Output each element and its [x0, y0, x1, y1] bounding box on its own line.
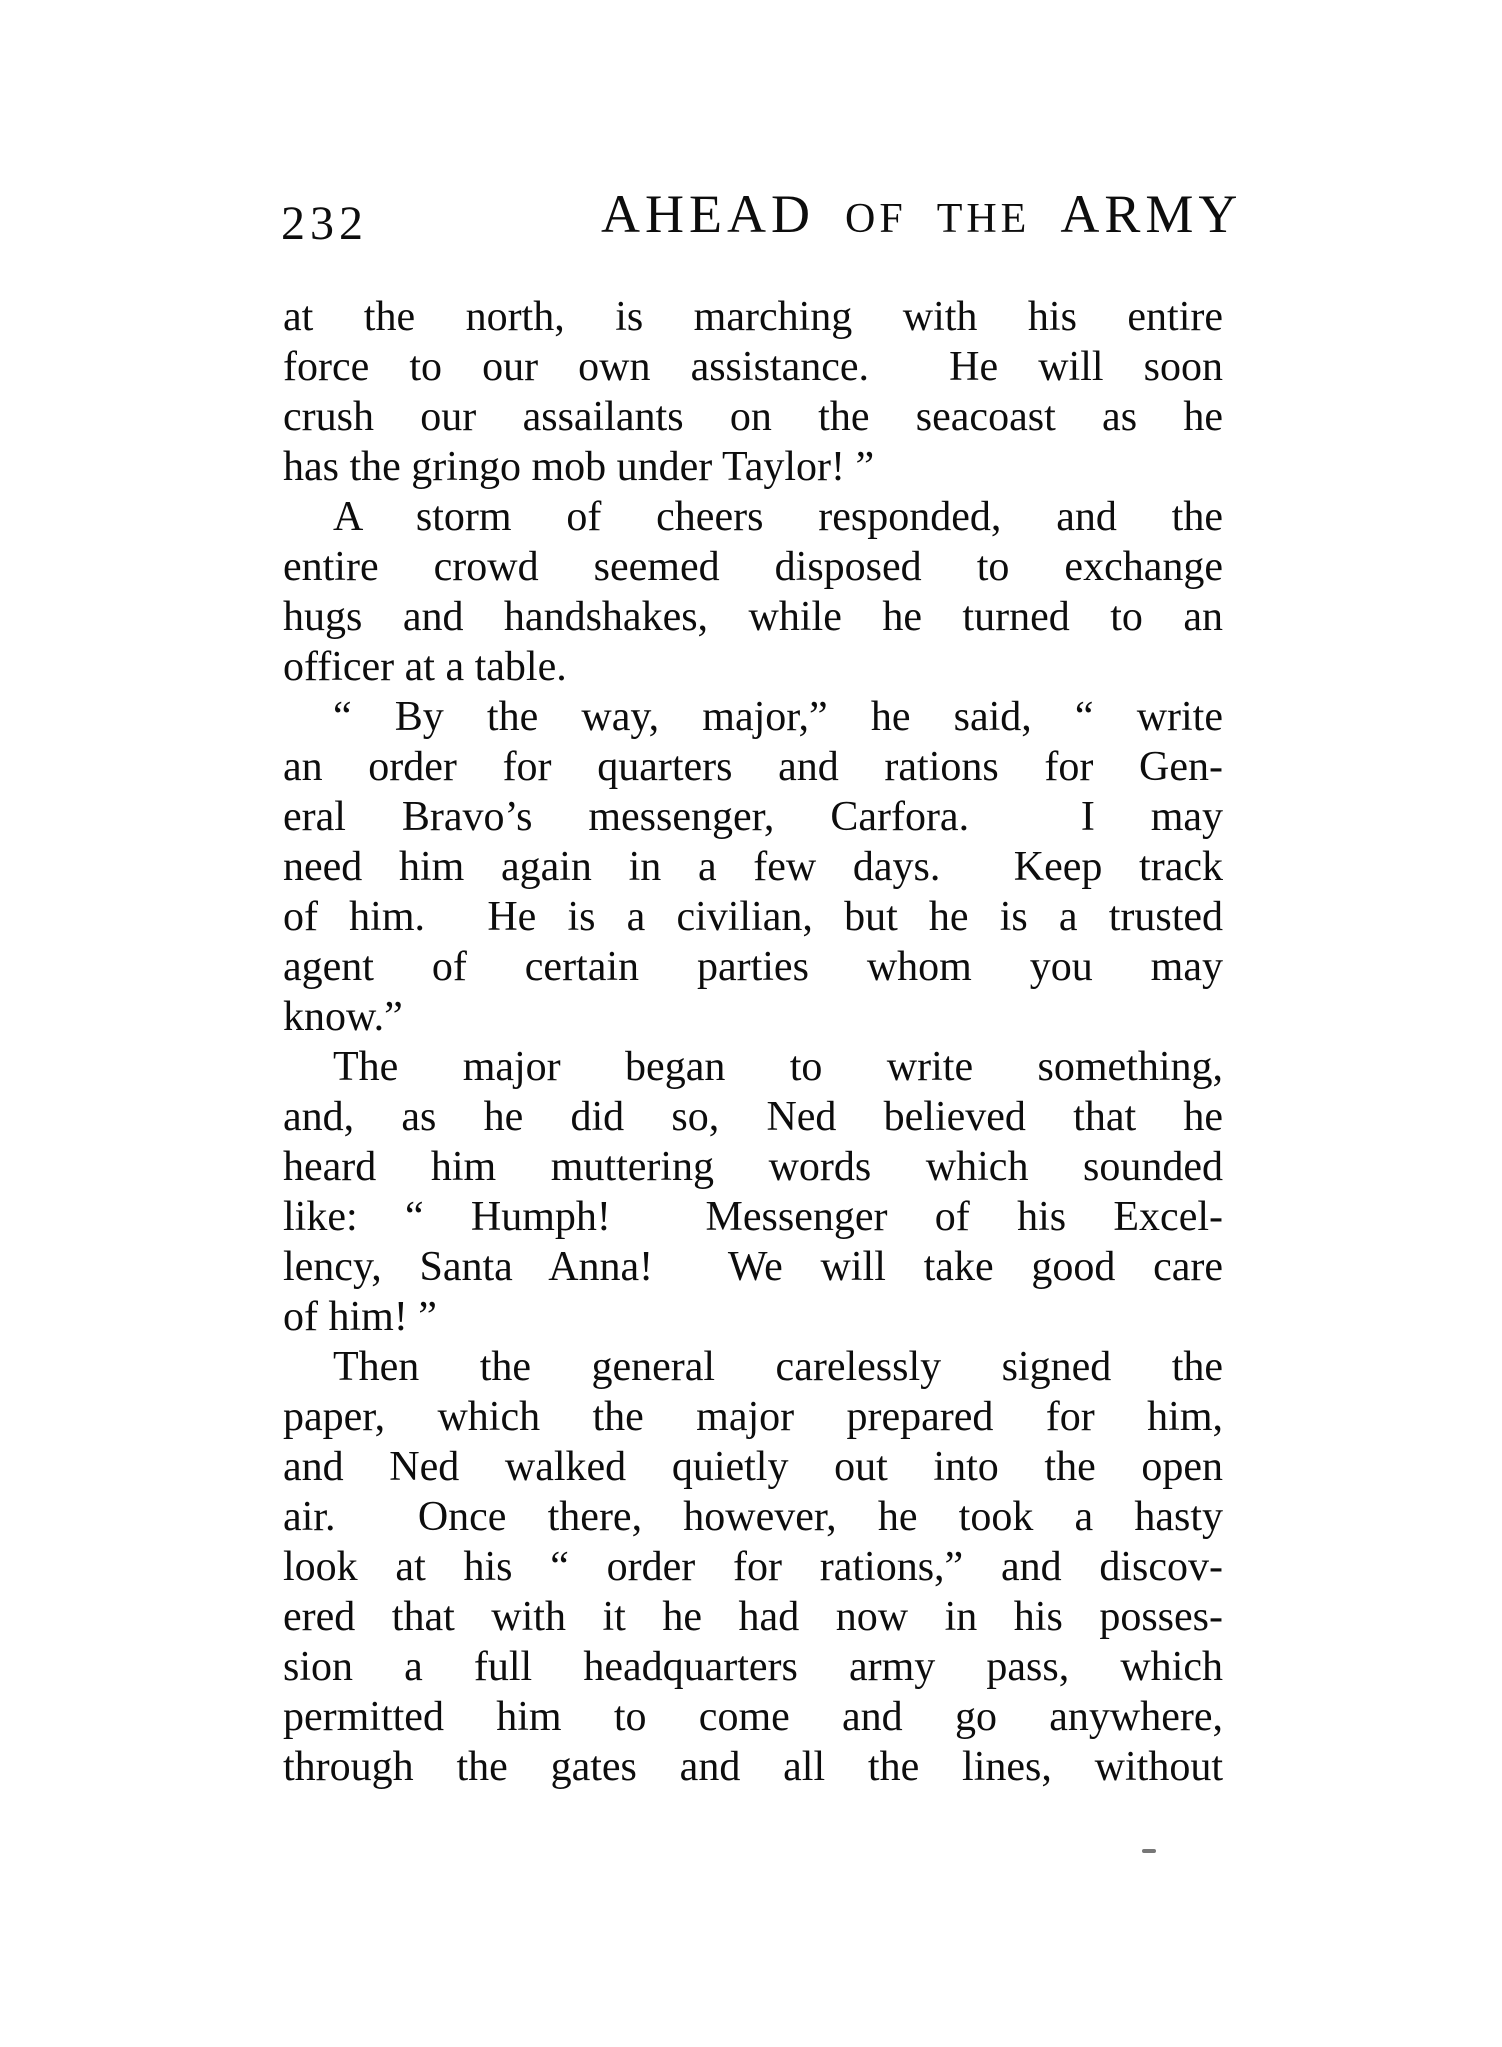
text-line: need him again in a few days. Keep track	[283, 844, 1223, 890]
text-line: permitted him to come and go anywhere,	[283, 1694, 1223, 1740]
paragraph	[283, 1042, 1223, 1342]
text-line: force to our own assistance. He will soon	[283, 344, 1223, 390]
text-line: at the north, is marching with his entire	[283, 294, 1223, 340]
text-line: heard him muttering words which sounded	[283, 1144, 1223, 1190]
page-text	[283, 292, 1223, 1792]
text-line: sion a full headquarters army pass, which	[283, 1644, 1223, 1690]
text-line: Then the general carelessly signed the	[333, 1344, 1223, 1390]
text-line: paper, which the major prepared for him,	[283, 1394, 1223, 1440]
running-title-word: AHEAD	[601, 184, 815, 244]
scan-artifact-mark	[1142, 1849, 1156, 1853]
text-line: eral Bravo’s messenger, Carfora. I may	[283, 794, 1223, 840]
text-line: an order for quarters and rations for Gen-	[283, 744, 1223, 790]
text-line: ered that with it he had now in his posses-	[283, 1594, 1223, 1640]
running-title	[601, 183, 1242, 245]
text-line: hugs and handshakes, while he turned to an	[283, 594, 1223, 640]
text-line: The major began to write something,	[333, 1044, 1223, 1090]
text-line: crush our assailants on the seacoast as he	[283, 394, 1223, 440]
paragraph	[283, 492, 1223, 692]
text-line: of him! ”	[283, 1294, 437, 1340]
paragraph	[283, 1342, 1223, 1792]
running-title-word: OF	[844, 196, 907, 242]
text-line: A storm of cheers responded, and the	[333, 494, 1223, 540]
text-line: “ By the way, major,” he said, “ write	[333, 694, 1223, 740]
text-line: know.”	[283, 994, 403, 1040]
text-line: like: “ Humph! Messenger of his Excel-	[283, 1194, 1223, 1240]
text-line: air. Once there, however, he took a hasty	[283, 1494, 1223, 1540]
text-line: has the gringo mob under Taylor! ”	[283, 444, 875, 490]
text-line: and, as he did so, Ned believed that he	[283, 1094, 1223, 1140]
paragraph	[283, 292, 1223, 492]
paragraph	[283, 692, 1223, 1042]
text-line: and Ned walked quietly out into the open	[283, 1444, 1223, 1490]
text-line: officer at a table.	[283, 644, 567, 690]
running-title-word: ARMY	[1060, 184, 1243, 244]
text-line: agent of certain parties whom you may	[283, 944, 1223, 990]
text-line: of him. He is a civilian, but he is a trusted	[283, 894, 1223, 940]
text-line: through the gates and all the lines, without	[283, 1744, 1223, 1790]
text-line: look at his “ order for rations,” and discov-	[283, 1544, 1223, 1590]
running-title-word: THE	[936, 196, 1031, 242]
text-line: lency, Santa Anna! We will take good care	[283, 1244, 1223, 1290]
page-number: 232	[281, 197, 368, 250]
text-line: entire crowd seemed disposed to exchange	[283, 544, 1223, 590]
